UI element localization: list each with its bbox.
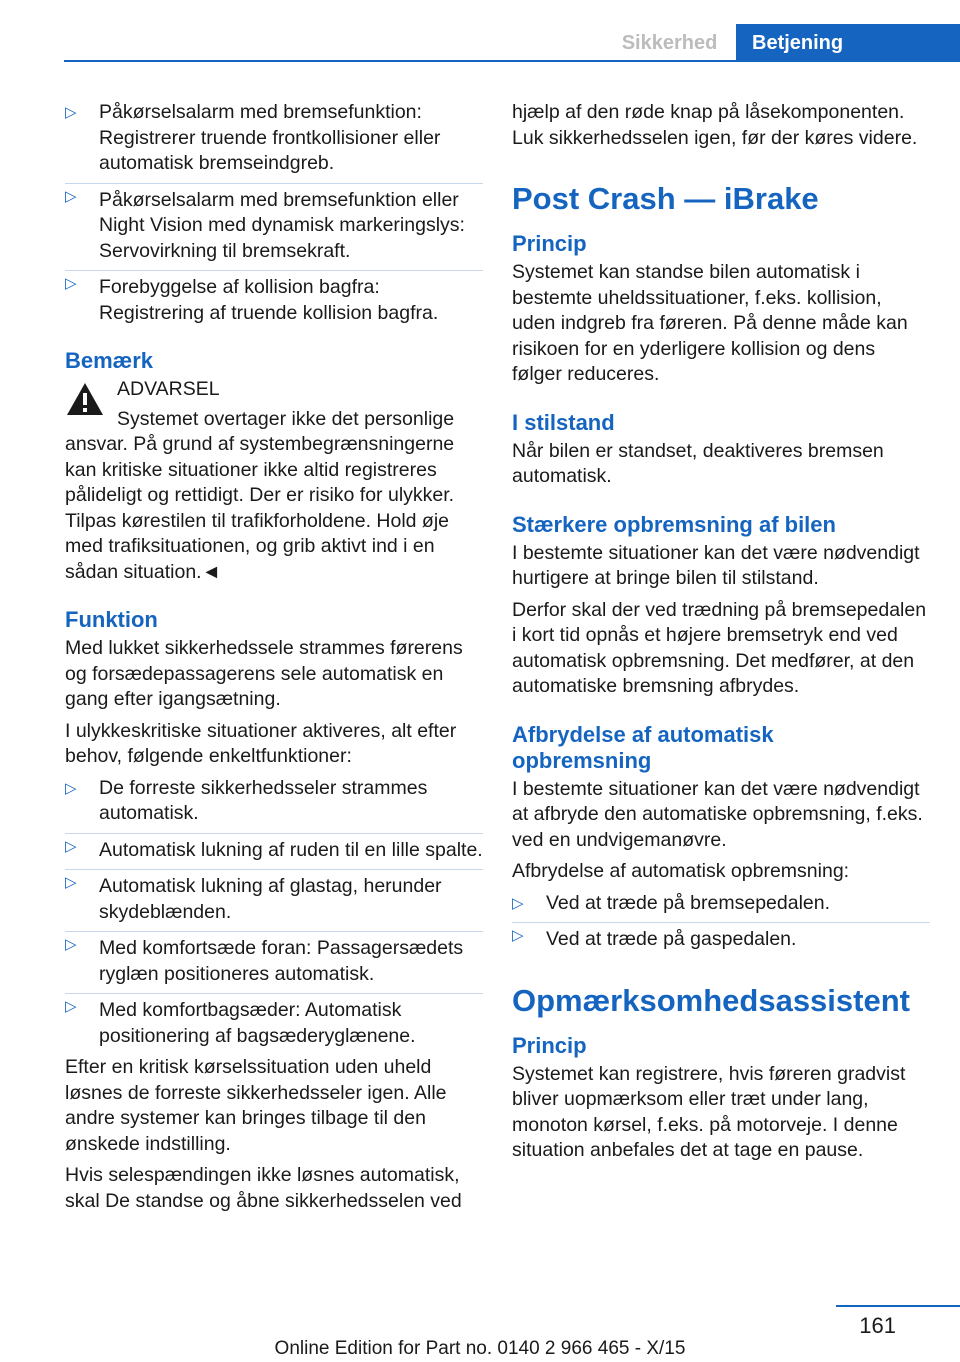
heading-opmaerksomhedsassistent: Opmærksomhedsassistent — [512, 982, 910, 1018]
heading-staerkere-opbremsning: Stærkere opbremsning af bilen — [512, 511, 836, 537]
warning-body: Systemet overtager ikke det personlige ansvar. På grund af systembegrænsningerne kan kritiske situationer ikke altid registreres pålideligt og rettidigt. Der er risiko for ulykker. Tilpas kørestilen til trafikforholdene. Hold øje med trafiksituationen, og grib aktivt ind i en sådan situation.◄ — [65, 407, 455, 583]
triangle-right-icon: ▷ — [65, 998, 77, 1015]
warning-triangle-icon — [65, 381, 105, 417]
paragraph: Systemet kan standse bilen automatisk i bestemte uheldssituationer, f.eks. kollision, uden indgreb fra føreren. På denne måde kan risikoen for en yderligere kollision og dens følger reduceres. — [512, 261, 908, 385]
list-item: ▷ Påkørselsalarm med bremsefunktion eller Night Vision med dynamisk markeringslys: Servovirkning til bremsekraft. — [65, 183, 483, 265]
paragraph: I bestemte situationer kan det være nødvendigt hurtigere at bringe bilen til stilstand. — [512, 541, 920, 589]
paragraph: I bestemte situationer kan det være nødvendigt at afbryde den automatiske opbremsning, f.eks. ved en undvigemanøvre. — [512, 777, 923, 851]
heading-princip: Princip — [512, 231, 587, 256]
triangle-right-icon: ▷ — [65, 779, 77, 797]
list-item: ▷ Ved at træde på bremsepedalen. — [512, 891, 930, 917]
list-item: ▷ Forebyggelse af kollision bagfra: Registrering af truende kollision bagfra. — [65, 270, 483, 326]
left-column — [65, 100, 483, 1220]
heading-princip: Princip — [512, 1032, 587, 1058]
edition-footer: Online Edition for Part no. 0140 2 966 465 - X/15 — [274, 1338, 686, 1359]
triangle-right-icon: ▷ — [65, 874, 77, 891]
heading-i-stilstand: I stilstand — [512, 409, 615, 435]
list-item: ▷ De forreste sikkerhedsseler strammes automatisk. — [65, 776, 428, 824]
tab-sikkerhed[interactable]: Sikkerhed — [621, 32, 718, 54]
triangle-right-icon: ▷ — [65, 936, 77, 953]
heading-afbrydelse: Afbrydelse af automatisk opbremsning — [512, 721, 774, 773]
warning-title: ADVARSEL — [117, 378, 220, 400]
paragraph: Når bilen er standset, deaktiveres bremsen automatisk. — [512, 439, 884, 487]
warning-block — [65, 377, 483, 585]
paragraph: Derfor skal der ved trædning på bremsepedalen i kort tid opnås et højere bremsetryk end ved automatisk opbremsning. Det medfører, at den automatiske bremsning afbrydes. — [512, 598, 927, 697]
heading-bemaerk: Bemærk — [65, 348, 154, 373]
bullet-list-afbrydelse — [512, 891, 930, 953]
heading-post-crash-ibrake: Post Crash — iBrake — [512, 181, 819, 216]
triangle-right-icon: ▷ — [65, 187, 77, 205]
paragraph: Afbrydelse af automatisk opbremsning: — [512, 860, 850, 882]
paragraph: Efter en kritisk kørselssituation uden uheld løsnes de forreste sikkerhedsseler igen. Alle andre systemer kan bringes tilbage til den ønskede indstilling. — [65, 1056, 447, 1155]
list-item: ▷ Med komfortsæde foran: Passagersædets ryglæn positioneres automatisk. — [65, 931, 483, 987]
header-rule — [64, 60, 960, 62]
bullet-list-functions — [65, 776, 483, 1050]
heading-funktion: Funktion — [65, 607, 158, 632]
right-column — [512, 100, 930, 1170]
paragraph: Med lukket sikkerhedssele strammes førerens og forsædepassagerens sele automatisk en gang efter igangsætning. — [65, 637, 463, 710]
list-item: ▷ Påkørselsalarm med bremsefunktion: Registrerer truende frontkollisioner eller automatisk bremseindgreb. — [65, 101, 441, 174]
triangle-right-icon: ▷ — [65, 275, 77, 292]
paragraph: Systemet kan registrere, hvis føreren gradvist bliver uopmærksom eller træt under lang, monoton kørsel, f.eks. på motorveje. I denne situation anbefales det at tage en pause. — [512, 1062, 906, 1161]
list-item: ▷ Ved at træde på gaspedalen. — [512, 922, 930, 953]
paragraph: I ulykkeskritiske situationer aktiveres, alt efter behov, følgende enkeltfunktioner: — [65, 719, 457, 767]
triangle-right-icon: ▷ — [512, 894, 524, 912]
list-item: ▷ Med komfortbagsæder: Automatisk positionering af bagsæderyglænene. — [65, 993, 483, 1049]
footer-rule — [836, 1305, 960, 1307]
paragraph: hjælp af den røde knap på låsekomponenten. Luk sikkerhedsselen igen, før der køres videre. — [512, 101, 918, 149]
list-item: ▷ Automatisk lukning af glastag, herunder skydeblænden. — [65, 869, 483, 925]
bullet-list-systems — [65, 100, 483, 326]
list-item: ▷ Automatisk lukning af ruden til en lille spalte. — [65, 833, 483, 864]
paragraph: Hvis selespændingen ikke løsnes automatisk, skal De standse og åbne sikkerhedsselen ved — [65, 1164, 462, 1212]
triangle-right-icon: ▷ — [65, 837, 77, 855]
page-number: 161 — [859, 1313, 896, 1338]
triangle-right-icon: ▷ — [512, 927, 524, 944]
triangle-right-icon: ▷ — [65, 104, 77, 121]
tab-betjening[interactable]: Betjening — [736, 24, 960, 62]
